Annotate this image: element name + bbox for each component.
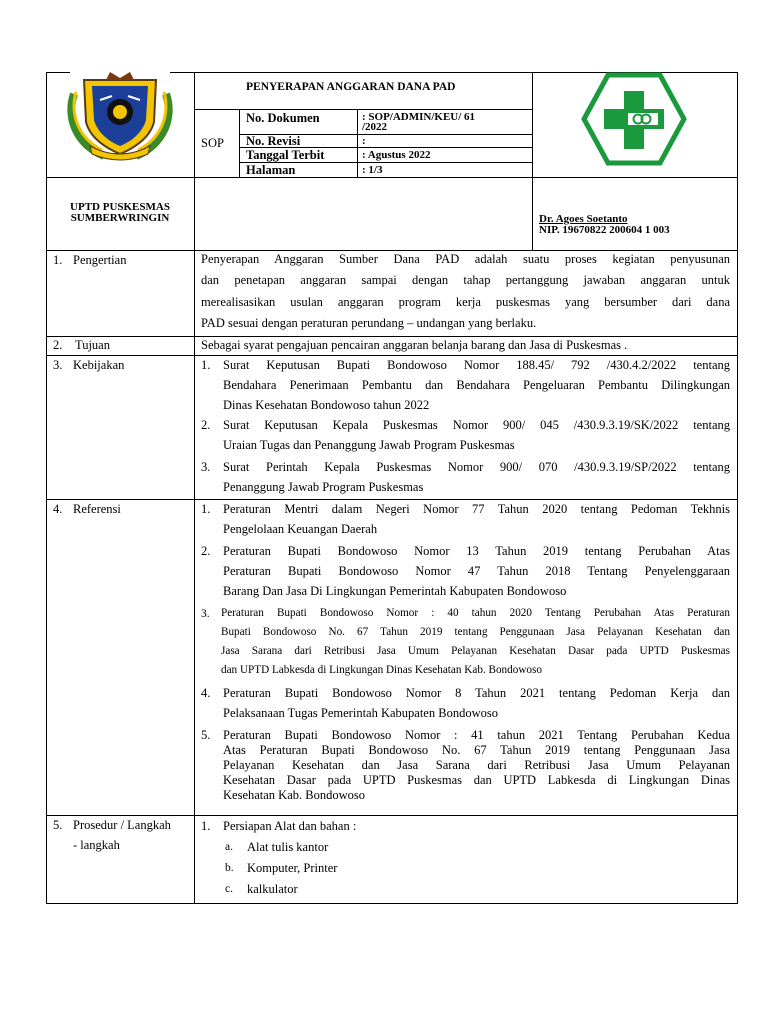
text-line: Barang Dan Jasa Di Lingkungan Pemerintah Kabupaten Bondowoso xyxy=(223,584,567,598)
text-line: Uraian Tugas dan Penanggung Jawab Program Puskesmas xyxy=(223,438,515,452)
text-line: Pelaksanaan Tugas Pemerintah Kabupaten Bondowoso xyxy=(223,706,498,720)
section-number: 1. xyxy=(53,253,63,267)
text-line: Surat Perintah Kepala Puskesmas Nomor 900/ 070 /430.9.3.19/SP/2022 tentang xyxy=(223,460,730,474)
list-number: 1. xyxy=(201,502,211,516)
section-number: 3. xyxy=(53,358,63,372)
text-line: Kesehatan Dasar pada UPTD Puskesmas dan UPTD Labkesda di Lingkungan Dinas xyxy=(223,773,730,787)
text-line: Peraturan Bupati Bondowoso Nomor 8 Tahun 2021 tentang Pedoman Kerja dan xyxy=(223,686,730,700)
org-name-line-2: SUMBERWRINGIN xyxy=(70,212,170,224)
text-line: Peraturan Bupati Bondowoso Nomor 47 Tahun 2018 Tentang Penyelenggaraan xyxy=(223,564,730,578)
text-line: Kesehatan Kab. Bondowoso xyxy=(223,788,365,802)
text-line: Surat Keputusan Bupati Bondowoso Nomor 188.45/ 792 /430.4.2/2022 tentang xyxy=(223,358,730,372)
list-number: 3. xyxy=(201,460,211,474)
section-label-prosedur-2: - langkah xyxy=(73,838,120,852)
section-label-tujuan: Tujuan xyxy=(75,338,110,352)
section-label-referensi: Referensi xyxy=(73,502,121,516)
section-label-kebijakan: Kebijakan xyxy=(73,358,125,372)
text-line: Bendahara Penerimaan Pembantu dan Bendahara Pengeluaran Pembantu Dilingkungan xyxy=(223,378,730,392)
sub-number: a. xyxy=(225,841,233,853)
section-label-pengertian: Pengertian xyxy=(73,253,127,267)
list-number: 3. xyxy=(201,608,210,620)
field-value-dokumen-2: /2022 xyxy=(362,121,388,133)
text-line: Bupati Bondowoso No. 67 Tahun 2019 tentang Penggunaan Jasa Pelayanan Kesehatan dan xyxy=(221,626,730,638)
text-line: Pengelolaan Keuangan Daerah xyxy=(223,522,378,536)
list-number: 1. xyxy=(201,358,211,372)
sub-item: kalkulator xyxy=(247,882,298,896)
text-line: PAD sesuai dengan peraturan perundang – undangan yang berlaku. xyxy=(201,316,537,330)
text-line: Pelayanan Kesehatan dan Jasa Sarana dari Retribusi Jasa Umum Pelayanan xyxy=(223,758,730,772)
puskesmas-green-cross-icon xyxy=(580,71,688,167)
field-value-tanggal: : Agustus 2022 xyxy=(362,149,431,161)
text-line: Atas Peraturan Bupati Bondowoso No. 67 Tahun 2019 tentang Penggunaan Jasa xyxy=(223,743,730,757)
pengertian-text xyxy=(201,252,730,336)
referensi-list xyxy=(201,502,730,814)
field-label-dokumen: No. Dokumen xyxy=(246,111,320,125)
section-number: 5. xyxy=(53,818,63,832)
list-number: 2. xyxy=(201,418,211,432)
signer-nip: NIP. 19670822 200604 1 003 xyxy=(539,224,670,236)
section-number: 4. xyxy=(53,502,63,516)
text-line: Surat Keputusan Kepala Puskesmas Nomor 900/ 045 /430.9.3.19/SK/2022 tentang xyxy=(223,418,730,432)
field-label-tanggal: Tanggal Terbit xyxy=(246,148,325,162)
text-line: Peraturan Bupati Bondowoso Nomor : 41 tahun 2021 Tentang Perubahan Kedua xyxy=(223,728,730,742)
text-line: Penyerapan Anggaran Sumber Dana PAD adalah suatu proses kegiatan penyusunan xyxy=(201,252,730,266)
field-label-halaman: Halaman xyxy=(246,163,296,177)
field-label-revisi: No. Revisi xyxy=(246,134,301,148)
signer-name: Dr. Agoes Soetanto xyxy=(539,213,628,225)
text-line: dan UPTD Labkesda di Lingkungan Dinas Kesehatan Kab. Bondowoso xyxy=(221,664,542,676)
section-number: 2. xyxy=(53,338,63,352)
sub-item: Alat tulis kantor xyxy=(247,840,329,854)
document-title: PENYERAPAN ANGGARAN DANA PAD xyxy=(246,81,456,93)
text-line: Dinas Kesehatan Bondowoso tahun 2022 xyxy=(223,398,430,412)
text-line: Peraturan Mentri dalam Negeri Nomor 77 Tahun 2020 tentang Pedoman Tekhnis xyxy=(223,502,730,516)
kebijakan-list xyxy=(201,358,730,498)
sub-item: Komputer, Printer xyxy=(247,861,338,875)
bondowoso-regency-emblem-icon xyxy=(64,72,176,162)
text-line: Jasa Sarana dari Retribusi Jasa Umum Pelayanan Kesehatan Dasar pada UPTD Puskesmas xyxy=(221,645,730,657)
sub-number: c. xyxy=(225,883,233,895)
field-value-halaman: : 1/3 xyxy=(362,164,383,176)
section-label-prosedur: Prosedur / Langkah xyxy=(73,818,171,832)
text-line: Peraturan Bupati Bondowoso Nomor 13 Tahun 2019 tentang Perubahan Atas xyxy=(223,544,730,558)
list-number: 4. xyxy=(201,686,211,700)
step-text: Persiapan Alat dan bahan : xyxy=(223,819,357,833)
text-line: dan penetapan anggaran sampai dengan tahap pertanggung jawaban anggaran untuk xyxy=(201,273,730,287)
sop-label: SOP xyxy=(201,136,224,150)
field-value-revisi: : xyxy=(362,135,366,147)
step-number: 1. xyxy=(201,819,211,833)
list-number: 5. xyxy=(201,728,211,742)
field-value-dokumen: : SOP/ADMIN/KEU/ 61 xyxy=(362,111,476,123)
sub-number: b. xyxy=(225,862,234,874)
org-name-line-1: UPTD PUSKESMAS xyxy=(70,201,170,213)
text-line: Peraturan Bupati Bondowoso Nomor : 40 tahun 2020 Tentang Perubahan Atas Peraturan xyxy=(221,607,730,619)
tujuan-text: Sebagai syarat pengajuan pencairan anggaran belanja barang dan Jasa di Puskesmas . xyxy=(201,338,628,352)
text-line: Penanggung Jawab Program Puskesmas xyxy=(223,480,424,494)
list-number: 2. xyxy=(201,544,211,558)
text-line: merealisasikan usulan anggaran program kerja puskesmas yang bersumber dari dana xyxy=(201,295,730,309)
